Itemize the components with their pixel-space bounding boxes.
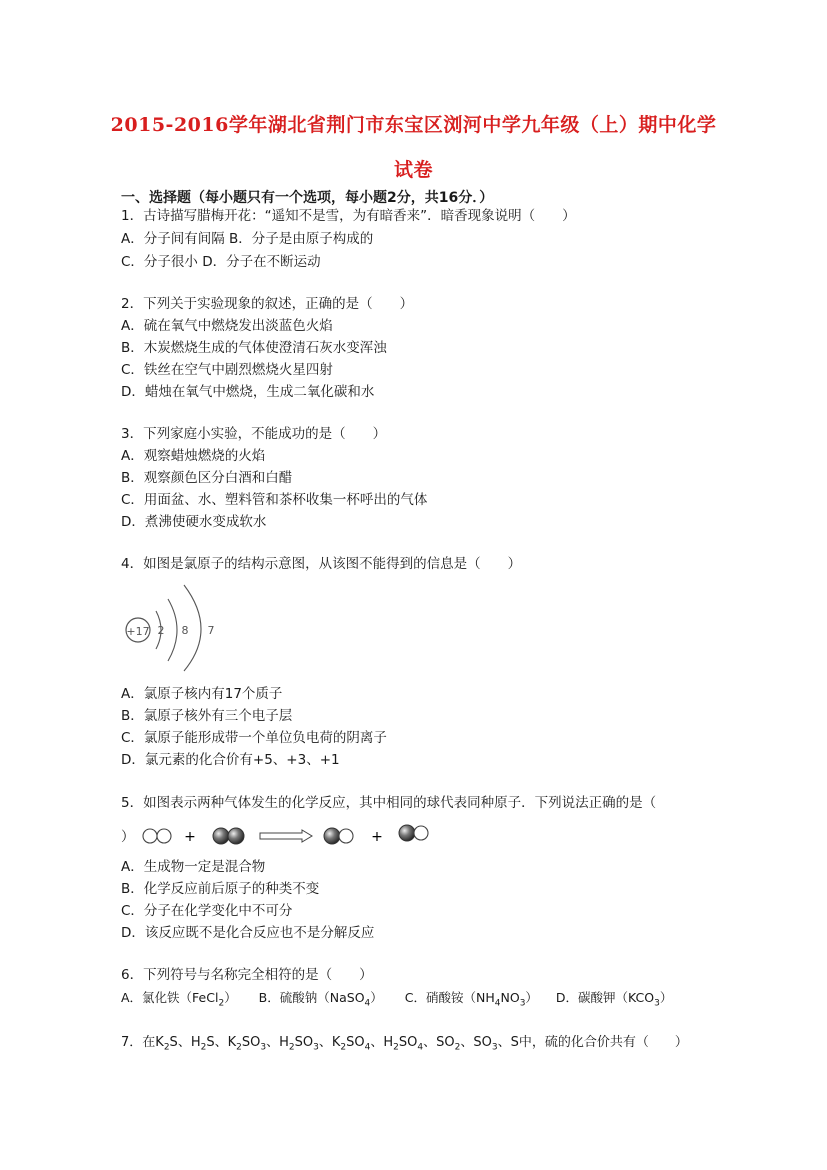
question-2-option-b: B．木炭燃烧生成的气体使澄清石灰水变浑浊 [121, 340, 387, 356]
shell-2-electron-count: 8 [181, 624, 189, 637]
plus-sign: + [371, 829, 383, 845]
question-2-option-a: A．硫在氧气中燃烧发出淡蓝色火焰 [121, 318, 333, 334]
chemical-formula: $SO_2$ [436, 1035, 461, 1053]
question-5-option-c: C．分子在化学变化中不可分 [121, 903, 293, 919]
section-heading: 一、选择题（每小题只有一个选项，每小题2分，共16分．） [121, 190, 494, 206]
question-3-option-a: A．观察蜡烛燃烧的火焰 [121, 448, 266, 464]
plus-sign: + [184, 829, 196, 845]
question-5-option-a: A．生成物一定是混合物 [121, 859, 266, 875]
question-6-stem: 6．下列符号与名称完全相符的是（ ） [121, 967, 373, 983]
white-atom [414, 826, 428, 840]
chemical-formula: $K_2SO_3$ [227, 1035, 267, 1053]
question-4-option-b: B．氯原子核外有三个电子层 [121, 708, 293, 724]
chemical-formula: S [510, 1035, 519, 1050]
chemical-formula: $H_2SO_3$ [279, 1035, 319, 1053]
question-4-option-a: A．氯原子核内有17个质子 [121, 686, 283, 702]
dark-atom [324, 828, 340, 844]
chemical-formula: $K_2S$ [155, 1035, 178, 1053]
question-6-option-d: D．碳酸钾$(KCO_3)$ [555, 990, 673, 1009]
dark-atom [228, 828, 244, 844]
question-6-option-a: A．氯化铁（FeCl$_2$） [121, 990, 237, 1009]
dark-atom [213, 828, 229, 844]
page-title: 2015-2016学年湖北省荆门市东宝区浏河中学九年级（上）期中化学 [110, 114, 717, 136]
question-1-stem: 1．古诗描写腊梅开花：“遥知不是雪，为有暗香来”．暗香现象说明（ ） [121, 208, 576, 224]
question-5-option-b: B．化学反应前后原子的种类不变 [121, 881, 320, 897]
question-1-options-ab: A．分子间有间隔 B．分子是由原子构成的 [121, 231, 374, 247]
white-atom [143, 829, 157, 843]
question-3-stem: 3．下列家庭小实验，不能成功的是（ ） [121, 426, 387, 442]
chemical-formula: $K_2SO_4$ [331, 1035, 371, 1053]
electron-shell-2 [168, 599, 177, 661]
question-2-stem: 2．下列关于实验现象的叙述，正确的是（ ） [121, 296, 414, 312]
question-2-option-d: D．蜡烛在氧气中燃烧，生成二氧化碳和水 [121, 384, 375, 400]
white-atom [157, 829, 171, 843]
question-6-option-b: B．硫酸钠（NaSO$_4$） [258, 990, 383, 1009]
question-7-stem: 7．在$K_2S$、$H_2S$、$K_2SO_3$、$H_2SO_3$、$K_2SO_4$、$H_2SO_4$、$SO_2$、$SO_3$、S中，硫的化合价共有（ ） [121, 1035, 688, 1053]
reaction-diagram [142, 823, 442, 849]
question-5-stem-end: ） [121, 829, 135, 845]
question-3-option-c: C．用面盆、水、塑料管和茶杯收集一杯呼出的气体 [121, 492, 428, 508]
question-4-stem: 4．如图是氯原子的结构示意图，从该图不能得到的信息是（ ） [121, 556, 522, 572]
question-5-option-d: D．该反应既不是化合反应也不是分解反应 [121, 925, 375, 941]
chemical-formula: $SO_3$ [473, 1035, 498, 1053]
dark-atom [399, 825, 415, 841]
chlorine-atom-diagram [122, 583, 222, 673]
shell-3-electron-count: 7 [207, 624, 215, 637]
chemical-formula: $H_2SO_4$ [383, 1035, 424, 1053]
question-4-option-c: C．氯原子能形成带一个单位负电荷的阴离子 [121, 730, 387, 746]
chemical-formula: $H_2S$ [190, 1035, 215, 1053]
question-1-options-cd: C．分子很小 D．分子在不断运动 [121, 254, 321, 270]
sulfur-compound-list: $K_2S$、$H_2S$、$K_2SO_3$、$H_2SO_3$、$K_2SO_4$、$H_2SO_4$、$SO_2$、$SO_3$、S [155, 1035, 519, 1053]
question-3-option-b: B．观察颜色区分白酒和白醋 [121, 470, 293, 486]
white-atom [339, 829, 353, 843]
question-4-option-d: D．氯元素的化合价有+5、+3、+1 [121, 752, 340, 768]
question-3-option-d: D．煮沸使硬水变成软水 [121, 514, 267, 530]
question-6-option-c: C．硝酸铵$(NH_4NO_3)$ [404, 990, 538, 1009]
question-6-options [121, 992, 672, 1009]
nucleus-charge-label: +17 [126, 625, 150, 638]
page-title-continued: 试卷 [393, 159, 433, 181]
shell-1-electron-count: 2 [157, 624, 165, 637]
question-5-stem: 5．如图表示两种气体发生的化学反应，其中相同的球代表同种原子．下列说法正确的是（ [121, 795, 657, 811]
reaction-arrow-icon [260, 830, 312, 842]
question-2-option-c: C．铁丝在空气中剧烈燃烧火星四射 [121, 362, 333, 378]
